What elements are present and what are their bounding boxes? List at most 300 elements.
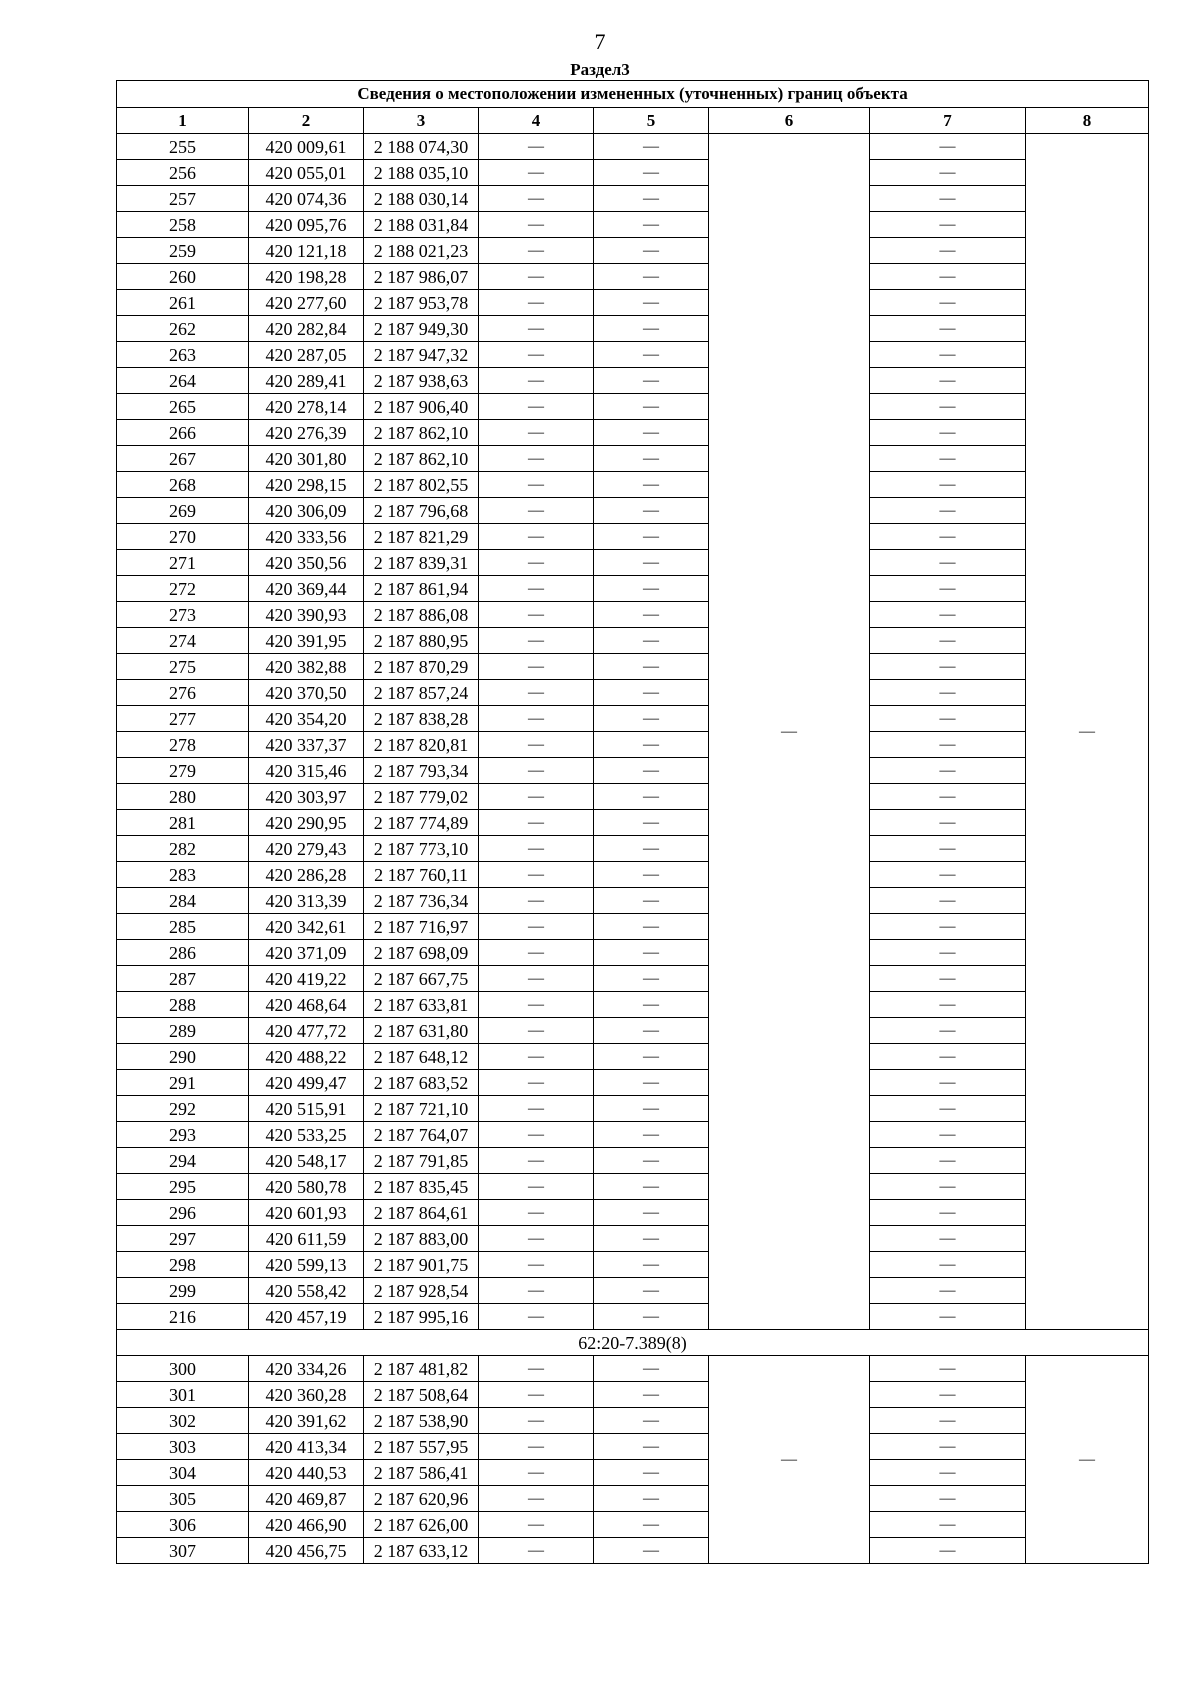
dash-cell: — xyxy=(870,1226,1026,1252)
point-number: 265 xyxy=(117,394,249,420)
dash-cell: — xyxy=(870,134,1026,160)
table-row xyxy=(117,238,1149,264)
table-row xyxy=(117,316,1149,342)
coordinate-y: 2 187 481,82 xyxy=(364,1356,479,1382)
dash-cell: — xyxy=(870,836,1026,862)
dash-cell: — xyxy=(594,368,709,394)
coordinate-x: 420 334,26 xyxy=(249,1356,364,1382)
dash-cell: — xyxy=(479,888,594,914)
dash-cell: — xyxy=(479,1096,594,1122)
point-number: 298 xyxy=(117,1252,249,1278)
dash-cell: — xyxy=(479,1304,594,1330)
dash-cell: — xyxy=(479,1200,594,1226)
coordinate-y: 2 187 870,29 xyxy=(364,654,479,680)
dash-cell: — xyxy=(594,654,709,680)
point-number: 256 xyxy=(117,160,249,186)
dash-cell: — xyxy=(870,368,1026,394)
dash-cell: — xyxy=(479,680,594,706)
coordinate-y: 2 187 838,28 xyxy=(364,706,479,732)
table-row xyxy=(117,706,1149,732)
table-row xyxy=(117,602,1149,628)
coordinate-y: 2 187 626,00 xyxy=(364,1512,479,1538)
coordinate-y: 2 187 779,02 xyxy=(364,784,479,810)
dash-cell: — xyxy=(870,212,1026,238)
table-row xyxy=(117,1408,1149,1434)
point-number: 266 xyxy=(117,420,249,446)
dash-cell: — xyxy=(594,186,709,212)
table-row xyxy=(117,680,1149,706)
dash-cell: — xyxy=(870,160,1026,186)
dash-cell: — xyxy=(479,186,594,212)
table-row xyxy=(117,1512,1149,1538)
coordinate-x: 420 601,93 xyxy=(249,1200,364,1226)
dash-cell: — xyxy=(594,550,709,576)
point-number: 276 xyxy=(117,680,249,706)
coordinate-y: 2 187 648,12 xyxy=(364,1044,479,1070)
coordinate-x: 420 279,43 xyxy=(249,836,364,862)
coordinate-y: 2 187 862,10 xyxy=(364,446,479,472)
dash-cell: — xyxy=(594,810,709,836)
coordinate-y: 2 187 557,95 xyxy=(364,1434,479,1460)
dash-cell: — xyxy=(594,576,709,602)
point-number: 294 xyxy=(117,1148,249,1174)
table-row xyxy=(117,1226,1149,1252)
coordinate-y: 2 187 861,94 xyxy=(364,576,479,602)
point-number: 297 xyxy=(117,1226,249,1252)
coordinate-x: 420 286,28 xyxy=(249,862,364,888)
dash-cell: — xyxy=(594,914,709,940)
dash-cell: — xyxy=(870,576,1026,602)
dash-cell: — xyxy=(870,1122,1026,1148)
point-number: 280 xyxy=(117,784,249,810)
table-row xyxy=(117,1252,1149,1278)
dash-cell: — xyxy=(594,966,709,992)
coordinate-x: 420 315,46 xyxy=(249,758,364,784)
table-row xyxy=(117,1148,1149,1174)
dash-cell: — xyxy=(594,472,709,498)
coordinate-y: 2 187 683,52 xyxy=(364,1070,479,1096)
dash-cell: — xyxy=(870,680,1026,706)
table-row xyxy=(117,420,1149,446)
coordinate-x: 420 074,36 xyxy=(249,186,364,212)
dash-cell: — xyxy=(594,420,709,446)
coordinate-x: 420 440,53 xyxy=(249,1460,364,1486)
table-row xyxy=(117,576,1149,602)
dash-cell: — xyxy=(870,1460,1026,1486)
coordinate-x: 420 350,56 xyxy=(249,550,364,576)
dash-cell: — xyxy=(479,1382,594,1408)
dash-cell: — xyxy=(594,940,709,966)
table-row xyxy=(117,914,1149,940)
dash-cell: — xyxy=(870,1434,1026,1460)
dash-cell: — xyxy=(479,1070,594,1096)
dash-cell: — xyxy=(594,1226,709,1252)
table-body xyxy=(117,134,1149,1564)
dash-cell: — xyxy=(594,784,709,810)
dash-cell: — xyxy=(479,1174,594,1200)
point-number: 270 xyxy=(117,524,249,550)
dash-cell: — xyxy=(479,212,594,238)
dash-cell: — xyxy=(594,160,709,186)
coordinate-y: 2 188 021,23 xyxy=(364,238,479,264)
table-row xyxy=(117,940,1149,966)
coordinate-x: 420 289,41 xyxy=(249,368,364,394)
coordinate-x: 420 298,15 xyxy=(249,472,364,498)
group-label-row xyxy=(117,1330,1149,1356)
dash-cell: — xyxy=(479,1512,594,1538)
table-row xyxy=(117,810,1149,836)
dash-cell: — xyxy=(870,186,1026,212)
coordinate-y: 2 187 880,95 xyxy=(364,628,479,654)
dash-cell: — xyxy=(594,680,709,706)
coordinate-y: 2 187 760,11 xyxy=(364,862,479,888)
dash-cell: — xyxy=(870,524,1026,550)
dash-cell: — xyxy=(870,1486,1026,1512)
point-number: 307 xyxy=(117,1538,249,1564)
coordinate-y: 2 187 698,09 xyxy=(364,940,479,966)
dash-cell: — xyxy=(479,576,594,602)
coordinate-x: 420 277,60 xyxy=(249,290,364,316)
dash-cell: — xyxy=(594,524,709,550)
table-row xyxy=(117,1304,1149,1330)
table-row xyxy=(117,862,1149,888)
point-number: 286 xyxy=(117,940,249,966)
dash-cell: — xyxy=(479,1278,594,1304)
dash-cell: — xyxy=(870,1200,1026,1226)
point-number: 291 xyxy=(117,1070,249,1096)
coordinate-x: 420 337,37 xyxy=(249,732,364,758)
point-number: 302 xyxy=(117,1408,249,1434)
coordinate-y: 2 187 764,07 xyxy=(364,1122,479,1148)
coordinate-y: 2 187 631,80 xyxy=(364,1018,479,1044)
dash-cell: — xyxy=(870,758,1026,784)
coordinate-x: 420 354,20 xyxy=(249,706,364,732)
dash-cell: — xyxy=(594,498,709,524)
dash-cell: — xyxy=(594,1122,709,1148)
dash-cell: — xyxy=(870,602,1026,628)
dash-cell: — xyxy=(870,472,1026,498)
point-number: 264 xyxy=(117,368,249,394)
table-row xyxy=(117,472,1149,498)
point-number: 268 xyxy=(117,472,249,498)
dash-cell: — xyxy=(870,1044,1026,1070)
dash-cell: — xyxy=(479,524,594,550)
point-number: 283 xyxy=(117,862,249,888)
coordinate-y: 2 187 835,45 xyxy=(364,1174,479,1200)
point-number: 305 xyxy=(117,1486,249,1512)
table-row xyxy=(117,368,1149,394)
point-number: 271 xyxy=(117,550,249,576)
point-number: 257 xyxy=(117,186,249,212)
coordinate-x: 420 055,01 xyxy=(249,160,364,186)
coordinate-x: 420 095,76 xyxy=(249,212,364,238)
dash-cell: — xyxy=(594,238,709,264)
point-number: 269 xyxy=(117,498,249,524)
table-row xyxy=(117,1070,1149,1096)
dash-cell: — xyxy=(870,628,1026,654)
coordinate-x: 420 580,78 xyxy=(249,1174,364,1200)
dash-cell: — xyxy=(870,498,1026,524)
dash-cell: — xyxy=(594,394,709,420)
dash-cell: — xyxy=(479,238,594,264)
table-row xyxy=(117,654,1149,680)
coordinate-x: 420 276,39 xyxy=(249,420,364,446)
dash-cell: — xyxy=(479,394,594,420)
table-row xyxy=(117,1486,1149,1512)
coordinate-y: 2 187 633,12 xyxy=(364,1538,479,1564)
point-number: 273 xyxy=(117,602,249,628)
table-row xyxy=(117,498,1149,524)
dash-cell: — xyxy=(870,1356,1026,1382)
table-row xyxy=(117,1018,1149,1044)
table-row xyxy=(117,966,1149,992)
column-header: 3 xyxy=(364,108,479,134)
dash-cell: — xyxy=(870,992,1026,1018)
dash-cell: — xyxy=(479,810,594,836)
dash-cell: — xyxy=(479,628,594,654)
coordinate-y: 2 187 586,41 xyxy=(364,1460,479,1486)
dash-cell: — xyxy=(870,732,1026,758)
coordinate-x: 420 488,22 xyxy=(249,1044,364,1070)
table-row xyxy=(117,758,1149,784)
dash-cell: — xyxy=(594,1174,709,1200)
dash-cell: — xyxy=(479,1122,594,1148)
dash-cell: — xyxy=(594,1148,709,1174)
dash-cell: — xyxy=(594,1304,709,1330)
point-number: 288 xyxy=(117,992,249,1018)
dash-cell: — xyxy=(594,264,709,290)
coordinates-table xyxy=(116,80,1149,1564)
section-title: Раздел3 xyxy=(570,60,630,79)
merged-dash-cell: — xyxy=(709,1356,870,1564)
coordinate-y: 2 187 986,07 xyxy=(364,264,479,290)
dash-cell: — xyxy=(870,810,1026,836)
point-number: 293 xyxy=(117,1122,249,1148)
coordinate-y: 2 187 821,29 xyxy=(364,524,479,550)
coordinate-x: 420 477,72 xyxy=(249,1018,364,1044)
coordinate-x: 420 301,80 xyxy=(249,446,364,472)
dash-cell: — xyxy=(870,264,1026,290)
dash-cell: — xyxy=(479,1044,594,1070)
coordinate-x: 420 466,90 xyxy=(249,1512,364,1538)
coordinate-y: 2 187 883,00 xyxy=(364,1226,479,1252)
dash-cell: — xyxy=(479,1356,594,1382)
dash-cell: — xyxy=(479,992,594,1018)
coordinate-y: 2 187 947,32 xyxy=(364,342,479,368)
table-row xyxy=(117,1538,1149,1564)
point-number: 272 xyxy=(117,576,249,602)
dash-cell: — xyxy=(594,628,709,654)
point-number: 292 xyxy=(117,1096,249,1122)
coordinate-x: 420 303,97 xyxy=(249,784,364,810)
point-number: 282 xyxy=(117,836,249,862)
table-row xyxy=(117,1460,1149,1486)
dash-cell: — xyxy=(594,1044,709,1070)
point-number: 259 xyxy=(117,238,249,264)
table-row xyxy=(117,394,1149,420)
point-number: 260 xyxy=(117,264,249,290)
table-row xyxy=(117,1382,1149,1408)
table-row xyxy=(117,264,1149,290)
coordinate-y: 2 187 508,64 xyxy=(364,1382,479,1408)
point-number: 303 xyxy=(117,1434,249,1460)
coordinate-x: 420 533,25 xyxy=(249,1122,364,1148)
point-number: 295 xyxy=(117,1174,249,1200)
dash-cell: — xyxy=(594,732,709,758)
coordinate-x: 420 306,09 xyxy=(249,498,364,524)
dash-cell: — xyxy=(594,1512,709,1538)
coordinate-y: 2 188 030,14 xyxy=(364,186,479,212)
dash-cell: — xyxy=(479,1018,594,1044)
table-row xyxy=(117,836,1149,862)
page-number: 7 xyxy=(594,29,606,54)
coordinate-x: 420 457,19 xyxy=(249,1304,364,1330)
table-row xyxy=(117,732,1149,758)
point-number: 296 xyxy=(117,1200,249,1226)
dash-cell: — xyxy=(479,732,594,758)
dash-cell: — xyxy=(870,1382,1026,1408)
point-number: 274 xyxy=(117,628,249,654)
merged-dash-cell: — xyxy=(1026,134,1149,1330)
coordinate-y: 2 187 938,63 xyxy=(364,368,479,394)
dash-cell: — xyxy=(594,134,709,160)
dash-cell: — xyxy=(870,1538,1026,1564)
dash-cell: — xyxy=(870,888,1026,914)
coordinate-x: 420 469,87 xyxy=(249,1486,364,1512)
dash-cell: — xyxy=(870,1148,1026,1174)
dash-cell: — xyxy=(870,1408,1026,1434)
dash-cell: — xyxy=(594,1096,709,1122)
table-row xyxy=(117,1174,1149,1200)
table-row xyxy=(117,446,1149,472)
dash-cell: — xyxy=(479,472,594,498)
coordinate-y: 2 187 820,81 xyxy=(364,732,479,758)
point-number: 275 xyxy=(117,654,249,680)
dash-cell: — xyxy=(594,1538,709,1564)
dash-cell: — xyxy=(479,1252,594,1278)
coordinate-x: 420 548,17 xyxy=(249,1148,364,1174)
coordinate-x: 420 342,61 xyxy=(249,914,364,940)
coordinate-x: 420 499,47 xyxy=(249,1070,364,1096)
dash-cell: — xyxy=(479,290,594,316)
dash-cell: — xyxy=(479,420,594,446)
point-number: 216 xyxy=(117,1304,249,1330)
dash-cell: — xyxy=(594,1460,709,1486)
dash-cell: — xyxy=(479,446,594,472)
table-row xyxy=(117,1278,1149,1304)
table-row xyxy=(117,342,1149,368)
merged-dash-cell: — xyxy=(709,134,870,1330)
coordinate-y: 2 187 886,08 xyxy=(364,602,479,628)
column-header: 4 xyxy=(479,108,594,134)
dash-cell: — xyxy=(870,238,1026,264)
dash-cell: — xyxy=(594,758,709,784)
coordinate-y: 2 187 716,97 xyxy=(364,914,479,940)
table-row xyxy=(117,1122,1149,1148)
dash-cell: — xyxy=(479,758,594,784)
point-number: 262 xyxy=(117,316,249,342)
point-number: 289 xyxy=(117,1018,249,1044)
point-number: 285 xyxy=(117,914,249,940)
dash-cell: — xyxy=(479,836,594,862)
table-row xyxy=(117,992,1149,1018)
point-number: 306 xyxy=(117,1512,249,1538)
coordinate-y: 2 188 035,10 xyxy=(364,160,479,186)
coordinate-y: 2 187 802,55 xyxy=(364,472,479,498)
dash-cell: — xyxy=(479,1486,594,1512)
dash-cell: — xyxy=(479,1538,594,1564)
coordinate-x: 420 468,64 xyxy=(249,992,364,1018)
coordinate-x: 420 313,39 xyxy=(249,888,364,914)
dash-cell: — xyxy=(479,706,594,732)
point-number: 281 xyxy=(117,810,249,836)
dash-cell: — xyxy=(479,134,594,160)
coordinate-x: 420 413,34 xyxy=(249,1434,364,1460)
dash-cell: — xyxy=(479,1226,594,1252)
coordinate-x: 420 371,09 xyxy=(249,940,364,966)
table-row xyxy=(117,1356,1149,1382)
dash-cell: — xyxy=(594,1382,709,1408)
dash-cell: — xyxy=(479,160,594,186)
dash-cell: — xyxy=(870,550,1026,576)
table-row xyxy=(117,784,1149,810)
coordinate-x: 420 198,28 xyxy=(249,264,364,290)
coordinate-y: 2 187 620,96 xyxy=(364,1486,479,1512)
point-number: 258 xyxy=(117,212,249,238)
column-header: 8 xyxy=(1026,108,1149,134)
dash-cell: — xyxy=(870,1174,1026,1200)
point-number: 261 xyxy=(117,290,249,316)
point-number: 267 xyxy=(117,446,249,472)
table-row xyxy=(117,628,1149,654)
coordinate-x: 420 121,18 xyxy=(249,238,364,264)
coordinate-x: 420 515,91 xyxy=(249,1096,364,1122)
point-number: 299 xyxy=(117,1278,249,1304)
dash-cell: — xyxy=(594,836,709,862)
dash-cell: — xyxy=(594,1200,709,1226)
dash-cell: — xyxy=(479,498,594,524)
dash-cell: — xyxy=(870,1096,1026,1122)
dash-cell: — xyxy=(594,446,709,472)
coordinate-x: 420 360,28 xyxy=(249,1382,364,1408)
coordinate-y: 2 187 736,34 xyxy=(364,888,479,914)
dash-cell: — xyxy=(479,1148,594,1174)
dash-cell: — xyxy=(870,394,1026,420)
dash-cell: — xyxy=(594,1278,709,1304)
dash-cell: — xyxy=(479,966,594,992)
coordinate-y: 2 187 667,75 xyxy=(364,966,479,992)
dash-cell: — xyxy=(870,706,1026,732)
merged-dash-cell: — xyxy=(1026,1356,1149,1564)
coordinate-y: 2 187 773,10 xyxy=(364,836,479,862)
dash-cell: — xyxy=(870,1512,1026,1538)
coordinate-x: 420 282,84 xyxy=(249,316,364,342)
dash-cell: — xyxy=(870,1018,1026,1044)
dash-cell: — xyxy=(479,602,594,628)
dash-cell: — xyxy=(594,316,709,342)
point-number: 300 xyxy=(117,1356,249,1382)
coordinate-x: 420 391,95 xyxy=(249,628,364,654)
coordinate-x: 420 382,88 xyxy=(249,654,364,680)
coordinate-y: 2 187 791,85 xyxy=(364,1148,479,1174)
point-number: 304 xyxy=(117,1460,249,1486)
table-row xyxy=(117,550,1149,576)
dash-cell: — xyxy=(594,1434,709,1460)
dash-cell: — xyxy=(870,316,1026,342)
coordinate-x: 420 287,05 xyxy=(249,342,364,368)
coordinate-y: 2 187 633,81 xyxy=(364,992,479,1018)
dash-cell: — xyxy=(594,706,709,732)
